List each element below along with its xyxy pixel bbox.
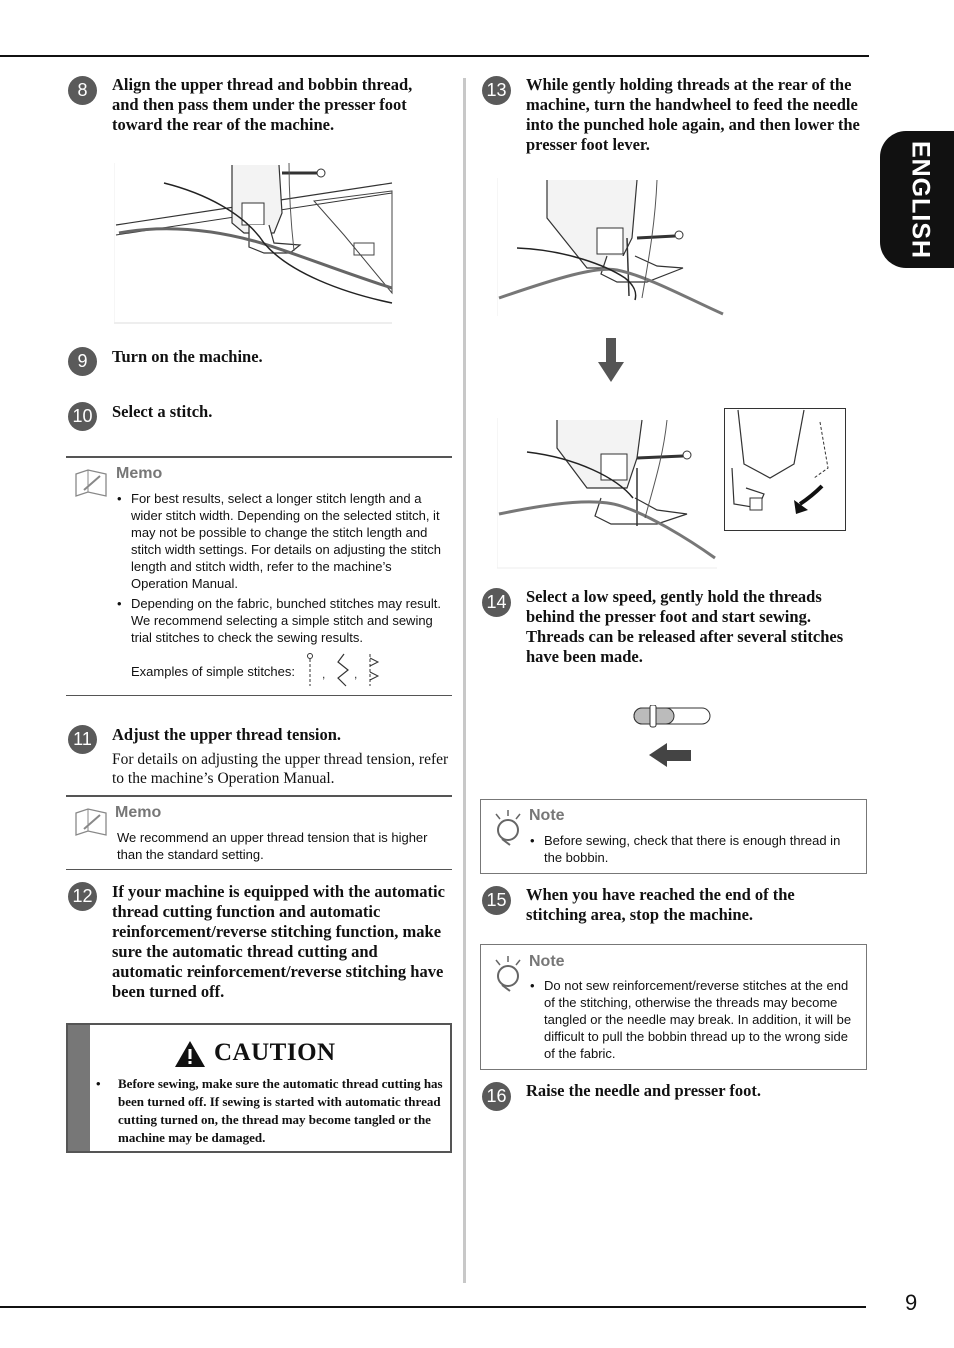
step-16-title: Raise the needle and presser foot. (526, 1081, 761, 1100)
caution-bullet: • Before sewing, make sure the automatic thread cutting has been turned off. If sewing is started with automatic thread cutting turned on, the thread may become tangled or the machine may be damaged. (96, 1075, 446, 1147)
svg-text:,: , (354, 667, 358, 681)
memo-1-bottom-rule (66, 695, 452, 696)
magnifier-lightbulb-icon (488, 954, 524, 992)
step-number-12: 12 (68, 882, 97, 911)
illustration-lever-detail (724, 408, 846, 531)
memo-1-bullet-1: • For best results, select a longer stitch length and a wider stitch width. Depending on the selected stitch, it may not be possible to change the stitch length and stitch width settings. For details on adjusting the stitch length and stitch width, refer to the machine’s Operation Manual. (117, 490, 447, 592)
step-8-title: Align the upper thread and bobbin thread, and then pass them under the presser foot toward the rear of the machine. (112, 75, 413, 134)
step-number-15: 15 (482, 886, 511, 915)
step-9-title: Turn on the machine. (112, 347, 263, 366)
memo-1-heading: Memo (116, 465, 163, 482)
step-13-title: While gently holding threads at the rear of the machine, turn the handwheel to feed the needle into the punched hole again, and then lower the presser foot lever. (526, 75, 860, 154)
top-rule (0, 55, 869, 57)
step-number-8: 8 (68, 76, 97, 105)
language-tab (880, 131, 954, 268)
memo-1-body (117, 490, 447, 649)
illustration-presser-foot-lowered (497, 418, 719, 570)
bottom-rule (0, 1306, 866, 1308)
warning-triangle-icon (174, 1040, 206, 1068)
column-divider (463, 78, 466, 1283)
pencil-notepad-icon (74, 807, 108, 837)
note-2-bullet: • Do not sew reinforcement/reverse stitches at the end of the stitching, otherwise the threads may become tangled or the needle may break. In addition, it will be difficult to pull the bobbin thread up to the wrong side of the fabric. (530, 977, 860, 1062)
memo-2-heading: Memo (115, 804, 162, 821)
step-11-body: For details on adjusting the upper thread tension, refer to the machine’s Operation Manual. (112, 751, 449, 787)
svg-text:,: , (322, 667, 326, 681)
step-number-14: 14 (482, 588, 511, 617)
step-number-16: 16 (482, 1082, 511, 1111)
simple-stitches-icon (302, 652, 386, 688)
note-2-body (530, 977, 860, 1065)
step-12-title: If your machine is equipped with the automatic thread cutting function and automatic reinforcement/reverse stitching function, make sure the automatic thread cutting and automatic reinforcement/reverse stitching have been turned off. (112, 882, 445, 1001)
step-10-title: Select a stitch. (112, 402, 213, 421)
memo-2-top-rule (66, 795, 452, 797)
page-number: 9 (905, 1290, 918, 1315)
caution-title: CAUTION (214, 1039, 336, 1066)
step-11-title: Adjust the upper thread tension. (112, 725, 342, 744)
step-14-title: Select a low speed, gently hold the threads behind the presser foot and start sewing. Threads can be released after several stitches have been made. (526, 587, 844, 666)
language-tab-label: ENGLISH (906, 140, 935, 259)
pencil-notepad-icon (74, 468, 108, 498)
stitch-examples-label: Examples of simple stitches: (131, 664, 296, 679)
step-number-10: 10 (68, 402, 97, 431)
caution-side-bar (68, 1025, 90, 1151)
speed-slider-icon (633, 705, 713, 769)
note-1-heading: Note (529, 807, 565, 824)
caution-body (96, 1075, 446, 1150)
memo-1-bullet-2: • Depending on the fabric, bunched stitches may result. We recommend selecting a simple stitch and sewing trial stitches to check the sewing results. (117, 595, 447, 646)
illustration-threads-under-foot (114, 163, 394, 326)
memo-2-bottom-rule (66, 869, 452, 870)
illustration-needle-into-hole (497, 178, 725, 318)
memo-2-body: We recommend an upper thread tension that is higher than the standard setting. (117, 830, 428, 862)
note-2-heading: Note (529, 953, 565, 970)
down-arrow-icon (597, 338, 625, 384)
magnifier-lightbulb-icon (488, 808, 524, 846)
step-15-title: When you have reached the end of the stitching area, stop the machine. (526, 885, 795, 924)
memo-1-top-rule (66, 456, 452, 458)
step-number-11: 11 (68, 725, 97, 754)
note-1-bullet: • Before sewing, check that there is enough thread in the bobbin. (530, 832, 860, 866)
step-number-13: 13 (482, 76, 511, 105)
caution-box (66, 1023, 452, 1153)
step-number-9: 9 (68, 347, 97, 376)
note-1-body (530, 832, 860, 869)
